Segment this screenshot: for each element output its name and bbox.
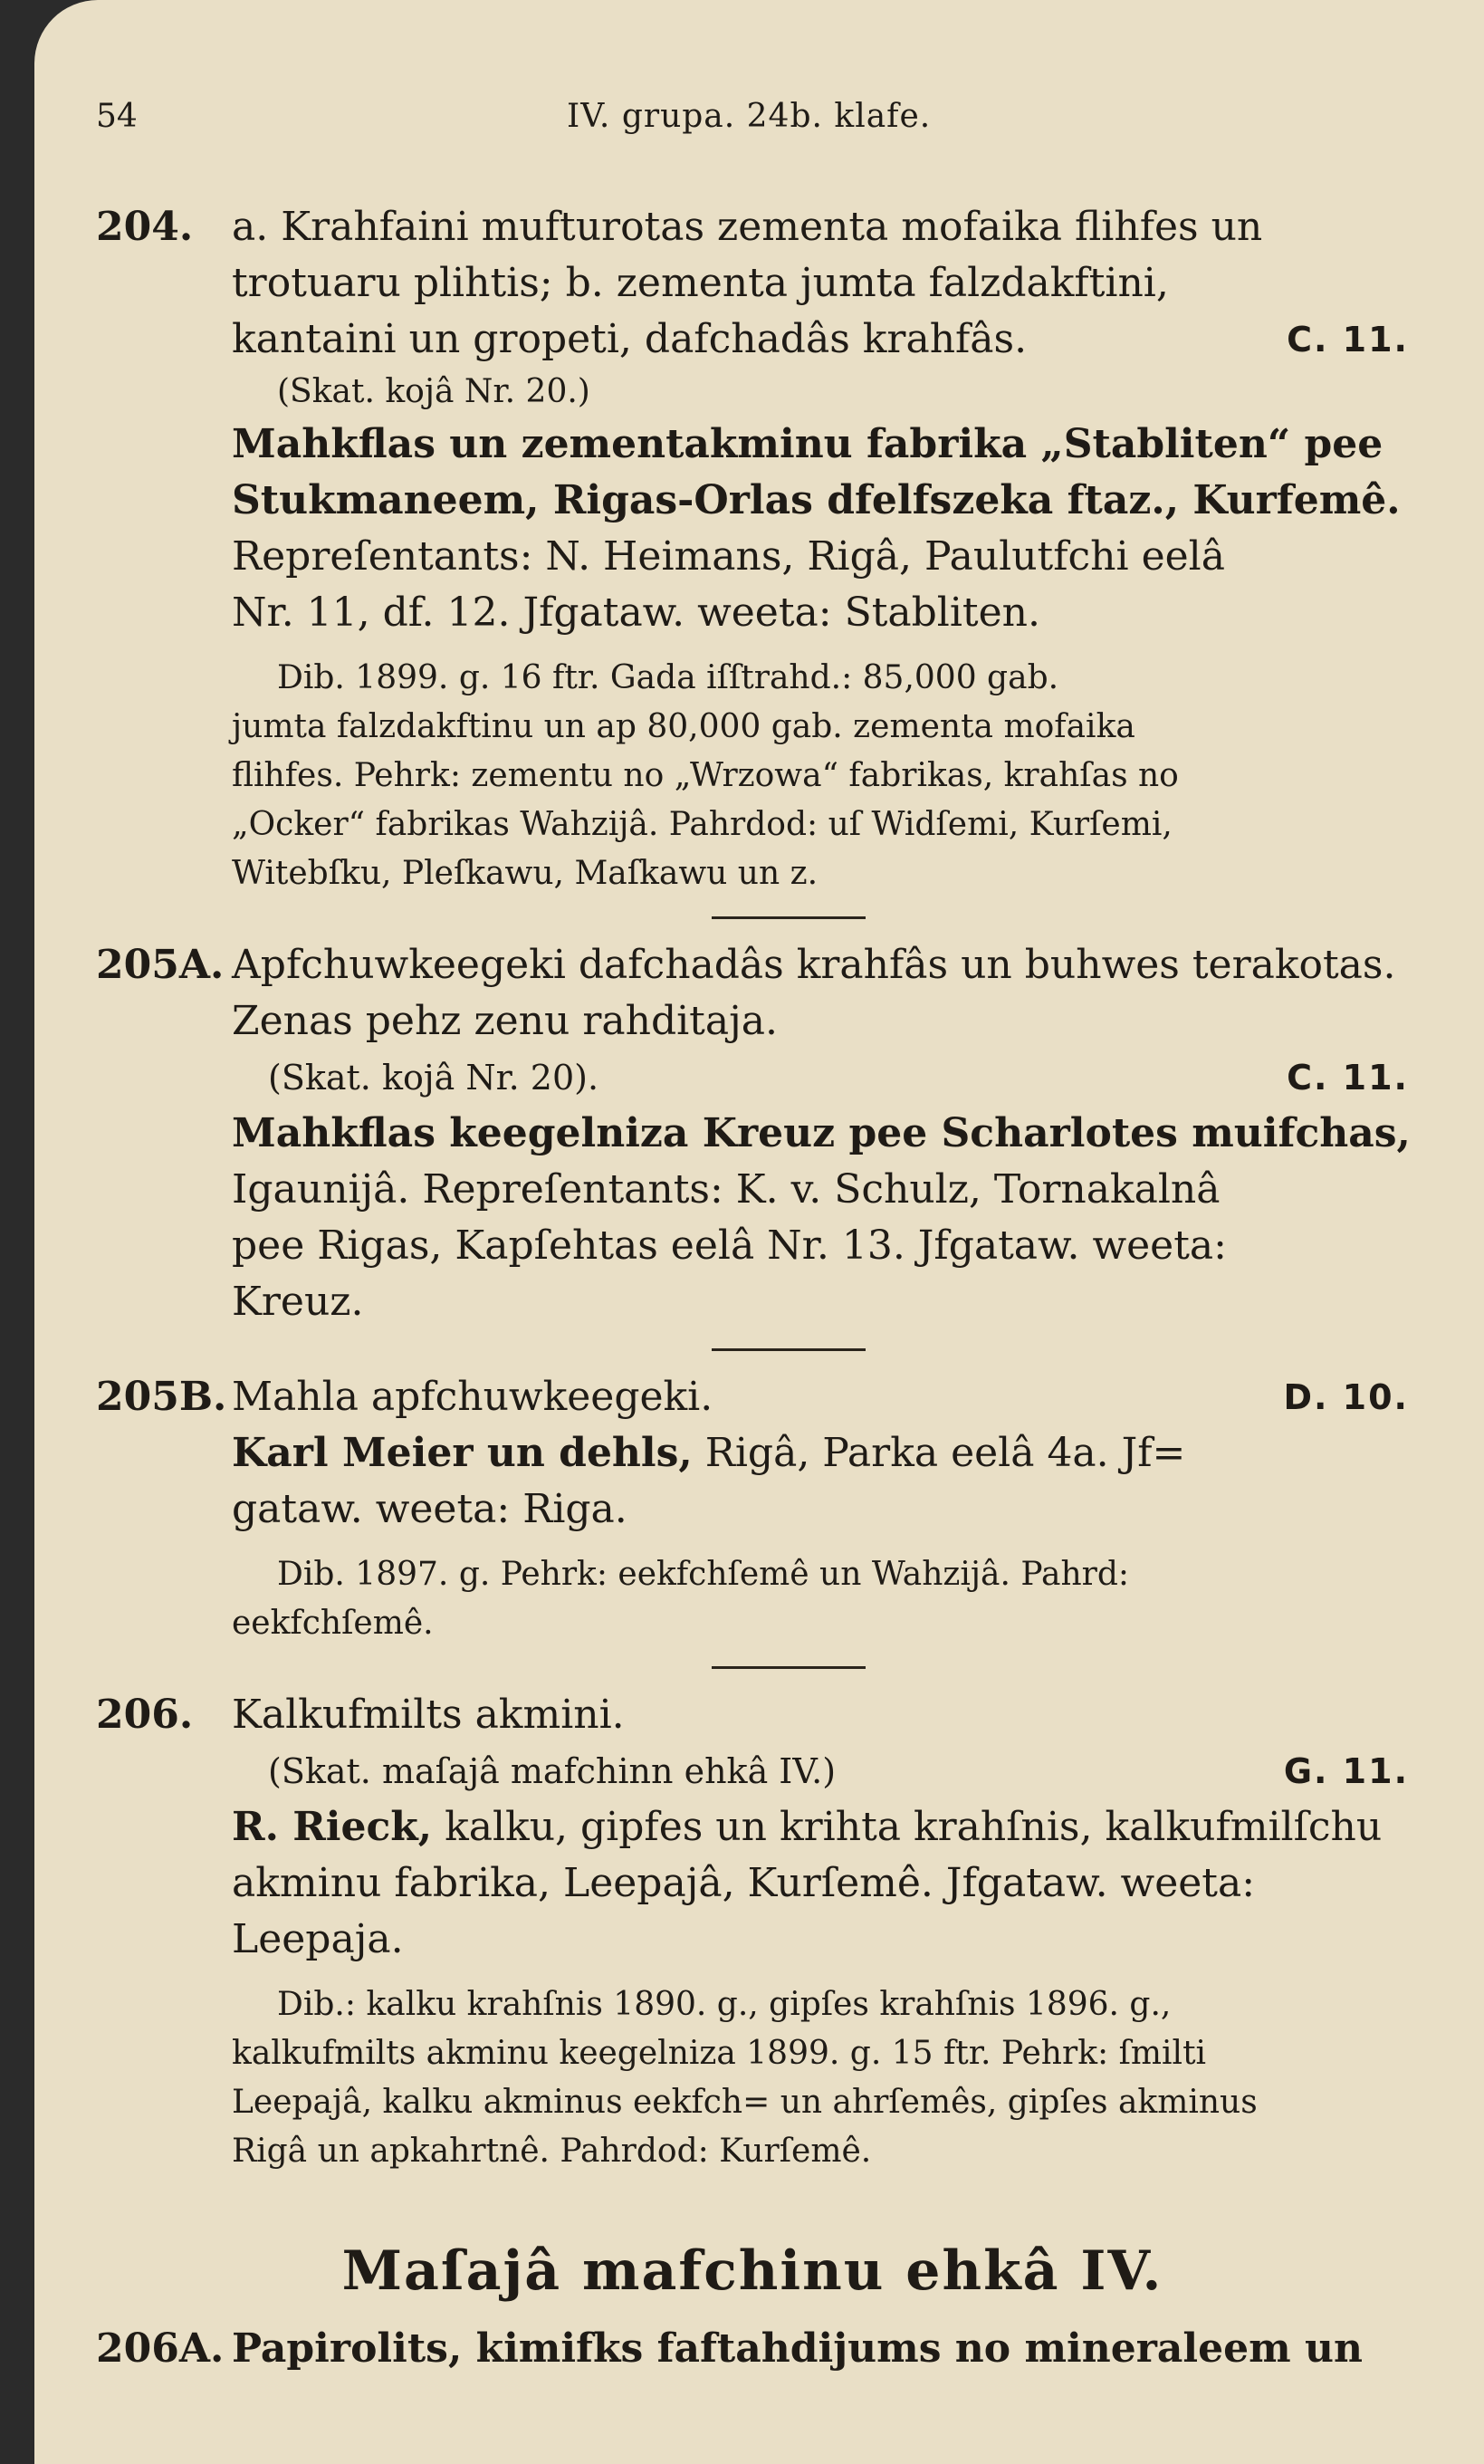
section-title: Maſajâ mafchinu ehkâ IV. [341, 2239, 1163, 2303]
detail-line: Leepajâ, kalku akminus eekfch= un ahrſemês, gipſes akminus [232, 2084, 1258, 2121]
detail-line: Dib. 1897. g. Pehrk: eekfchſemê un Wahzijâ. Pahrd: [277, 1556, 1130, 1593]
entry-number: 206. [96, 1692, 194, 1738]
entry-205a [96, 937, 1409, 1330]
detail-line: Dib. 1899. g. 16 ftr. Gada iſſtrahd.: 85,000 gab. [277, 659, 1059, 696]
detail-line: Dib.: kalku krahſnis 1890. g., gipſes krahſnis 1896. g., [277, 1986, 1172, 2023]
class-code: D. 10. [1283, 1377, 1409, 1417]
firm-name-line: Mahkflas keegelniza Kreuz pee Scharlotes muifchas, [232, 1110, 1411, 1156]
catalog-reference: (Skat. maſajâ mafchinn ehkâ IV.) [268, 1751, 837, 1791]
entry-text-line: Papirolits, kimifks faftahdijums no mineraleem un [232, 2325, 1363, 2372]
entry-text-line: akminu fabrika, Leepajâ, Kurſemê. Jfgataw. weeta: [232, 1860, 1256, 1906]
entry-text-line: Rigâ, Parka eelâ 4a. Jf= [692, 1430, 1186, 1476]
class-code: C. 11. [1287, 1058, 1409, 1098]
detail-line: „Ocker“ fabrikas Wahzijâ. Pahrdod: uſ Widſemi, Kurſemi, [232, 806, 1173, 843]
detail-line: kalkufmilts akminu keegelniza 1899. g. 15 ftr. Pehrk: ſmilti [232, 2035, 1207, 2072]
firm-name-line: Mahkflas un zementakminu fabrika „Stabliten“ pee [232, 421, 1383, 467]
detail-line: Rigâ un apkahrtnê. Pahrdod: Kurſemê. [232, 2133, 872, 2170]
detail-line: Witebſku, Pleſkawu, Maſkawu un z. [232, 855, 819, 892]
entry-text-line: Igaunijâ. Repreſentants: K. v. Schulz, Tornakalnâ [232, 1166, 1221, 1213]
entry-text-line: kantaini un gropeti, dafchadâs krahfâs. [232, 316, 1028, 362]
entry-text-line: Kreuz. [232, 1279, 364, 1325]
entry-206a [96, 2321, 1409, 2377]
running-head: IV. grupa. 24b. klafe. [567, 98, 932, 135]
entry-206 [96, 1687, 1409, 2176]
class-code: G. 11. [1283, 1751, 1409, 1791]
entry-text-line: a. Krahfaini mufturotas zementa mofaika flihfes un [232, 204, 1263, 250]
divider [712, 1666, 866, 1669]
entry-text-line: Repreſentants: N. Heimans, Rigâ, Paulutfchi eelâ [232, 533, 1225, 580]
entry-title: Mahla apfchuwkeegeki. [232, 1374, 713, 1420]
entry-text-line: trotuaru plihtis; b. zementa jumta falzdakftini, [232, 260, 1169, 306]
entry-text-line: Zenas pehz zenu rahditaja. [232, 998, 778, 1044]
entry-number: 205B. [96, 1374, 227, 1420]
page-content [96, 199, 1409, 2377]
entry-text-line: pee Rigas, Kapſehtas eelâ Nr. 13. Jfgataw. weeta: [232, 1222, 1227, 1269]
entry-text-line: gataw. weeta: Riga. [232, 1486, 627, 1532]
catalog-reference: (Skat. kojâ Nr. 20). [268, 1058, 599, 1098]
firm-name: Karl Meier un dehls, [232, 1430, 693, 1476]
class-code: C. 11. [1287, 320, 1409, 360]
detail-line: jumta falzdakftinu un ap 80,000 gab. zementa mofaika [232, 708, 1135, 745]
entry-205b [96, 1369, 1409, 1648]
entry-number: 206A. [96, 2325, 225, 2372]
detail-line: flihfes. Pehrk: zementu no „Wrzowa“ fabrikas, krahſas no [232, 757, 1179, 794]
divider [712, 916, 866, 919]
page-number: 54 [96, 98, 138, 135]
entry-text-line: kalku, gipfes un krihta krahſnis, kalkufmilſchu [432, 1804, 1383, 1850]
catalog-reference: (Skat. kojâ Nr. 20.) [277, 373, 590, 410]
entry-number: 205A. [96, 942, 225, 988]
firm-name-line: Stukmaneem, Rigas-Orlas dfelfszeka ftaz., Kurfemê. [232, 477, 1401, 523]
document-page [34, 0, 1484, 2464]
entry-title: Kalkufmilts akmini. [232, 1692, 625, 1738]
firm-name: R. Rieck, [232, 1804, 433, 1850]
entry-text-line: Leepaja. [232, 1916, 404, 1962]
entry-text-line: Nr. 11, df. 12. Jfgataw. weeta: Stabliten. [232, 590, 1040, 636]
entry-text-line: Apfchuwkeegeki dafchadâs krahfâs un buhwes terakotas. [232, 942, 1396, 988]
entry-204 [96, 199, 1409, 898]
entry-number: 204. [96, 204, 194, 250]
detail-line: eekfchſemê. [232, 1605, 434, 1642]
divider [712, 1348, 866, 1351]
